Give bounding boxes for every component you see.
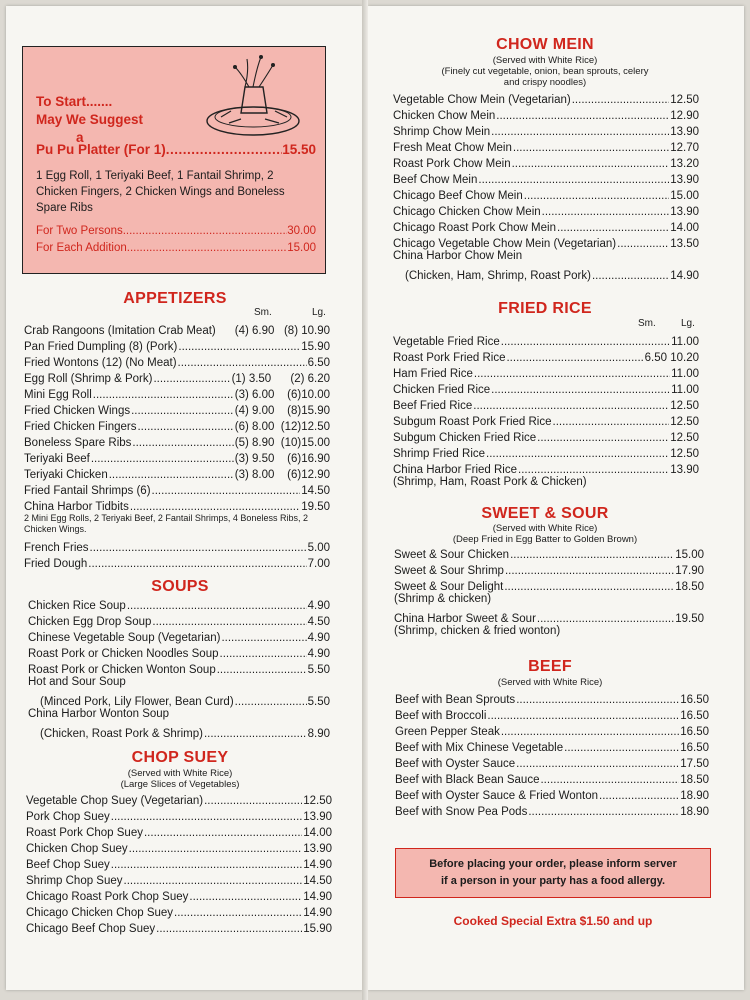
appetizers-sm-label: Sm. <box>254 307 272 318</box>
menu-item-detail: (Shrimp & chicken) <box>394 593 492 605</box>
menu-item-row <box>24 321 330 337</box>
menu-item-name: Mini Egg Roll <box>24 389 92 401</box>
leader-dots <box>152 616 306 628</box>
menu-item-row <box>24 369 330 385</box>
leader-dots <box>505 565 674 577</box>
chop-suey-subtitle: (Served with White Rice) (Large Slices of Vegetables) <box>120 768 240 790</box>
leader-dots <box>111 859 302 871</box>
leader-dots <box>90 542 307 554</box>
menu-item-row <box>24 433 330 449</box>
leader-dots <box>152 485 301 497</box>
appetizers-list <box>24 321 330 570</box>
pupu-platter-box <box>22 46 326 274</box>
fried-rice-sm-label: Sm. <box>638 318 656 329</box>
menu-item-name: Chicago Vegetable Chow Mein (Vegetarian) <box>393 238 617 250</box>
allergy-line1: Before placing your order, please inform server <box>429 858 677 870</box>
menu-item-name: Beef Fried Rice <box>393 400 473 412</box>
menu-item-price: 13.90 <box>303 811 332 823</box>
leader-dots <box>572 94 669 106</box>
leader-dots <box>501 726 679 738</box>
menu-item-row <box>393 202 699 218</box>
fried-rice-lg-label: Lg. <box>681 318 695 329</box>
menu-item-name: Beef with Black Bean Sauce <box>395 774 540 786</box>
menu-item-name: Chicken Chop Suey <box>26 843 128 855</box>
menu-item-name: China Harbor Tidbits <box>24 501 129 513</box>
beef-heading: BEEF <box>528 658 572 675</box>
menu-item-price: 13.90 <box>670 126 699 138</box>
menu-item-price: 12.50 <box>303 795 332 807</box>
menu-item-price: 14.50 <box>301 485 330 497</box>
menu-item-detail: (Shrimp, chicken & fried wonton) <box>394 625 561 637</box>
menu-item-row <box>26 903 332 919</box>
menu-item-price: 12.50 <box>670 400 699 412</box>
menu-item-price: 15.00 <box>670 190 699 202</box>
soups-heading: SOUPS <box>151 578 209 595</box>
menu-item-row <box>24 538 330 554</box>
menu-item-row <box>394 561 704 577</box>
menu-item-name: Beef with Bean Sprouts <box>395 694 516 706</box>
menu-item-name: Subgum Roast Pork Fried Rice <box>393 416 552 428</box>
menu-item-row <box>393 170 699 186</box>
menu-item-name: Fried Chicken Fingers <box>24 421 137 433</box>
sweet-sour-heading: SWEET & SOUR <box>481 505 609 522</box>
menu-item-row <box>393 122 699 138</box>
menu-item-row <box>395 738 709 754</box>
menu-item-row <box>28 644 330 660</box>
fried-rice-list <box>393 332 699 492</box>
menu-item-price: 18.50 <box>680 774 709 786</box>
menu-item-row <box>26 791 332 807</box>
menu-item-name: Chicago Beef Chow Mein <box>393 190 523 202</box>
menu-item-row <box>26 839 332 855</box>
menu-item-name: Beef with Oyster Sauce <box>395 758 516 770</box>
leader-dots <box>504 581 674 593</box>
leader-dots <box>516 694 679 706</box>
leader-dots <box>537 613 674 625</box>
menu-item-row <box>24 337 330 353</box>
menu-item-detail: (Shrimp, Ham, Roast Pork & Chicken) <box>393 476 587 488</box>
menu-item-name: Roast Pork Chop Suey <box>26 827 143 839</box>
sweet-sour-subtitle: (Served with White Rice) (Deep Fried in Egg Batter to Golden Brown) <box>452 523 638 545</box>
leader-dots <box>132 437 233 449</box>
menu-item-price: 11.00 <box>671 336 699 348</box>
menu-item-price: (3) 8.00 (6)12.90 <box>234 469 330 481</box>
menu-item-row <box>395 706 709 722</box>
menu-item-price: (5) 8.90 (10)15.00 <box>234 437 330 449</box>
leader-dots <box>491 126 669 138</box>
menu-item-name: Beef Chop Suey <box>26 859 110 871</box>
leader-dots <box>88 558 306 570</box>
menu-item-row <box>395 690 709 706</box>
leader-dots <box>486 448 669 460</box>
menu-item-row <box>393 138 699 154</box>
leader-dots <box>617 238 669 250</box>
menu-item-row <box>395 802 709 818</box>
menu-item-name: Beef with Mix Chinese Vegetable <box>395 742 564 754</box>
menu-item-name: Vegetable Chow Mein (Vegetarian) <box>393 94 571 106</box>
menu-item-price: 12.50 <box>670 448 699 460</box>
menu-item-row <box>26 887 332 903</box>
menu-item-row <box>393 460 699 476</box>
menu-item-row <box>393 428 699 444</box>
menu-item-name: Chinese Vegetable Soup (Vegetarian) <box>28 632 221 644</box>
menu-item-price: 13.90 <box>670 206 699 218</box>
pupu-extra-list <box>36 225 316 259</box>
menu-item-price: 12.50 <box>670 94 699 106</box>
menu-item-name: Shrimp Fried Rice <box>393 448 486 460</box>
menu-item-row <box>393 90 699 106</box>
leader-dots <box>130 501 300 513</box>
menu-item-name: Pan Fried Dumpling (8) (Pork) <box>24 341 178 353</box>
beef-list <box>395 690 709 818</box>
menu-item-name: Roast Pork Chow Mein <box>393 158 511 170</box>
leader-dots <box>131 405 234 417</box>
menu-item-name: Beef with Snow Pea Pods <box>395 806 528 818</box>
menu-item-name: (Minced Pork, Lily Flower, Bean Curd) <box>40 696 234 708</box>
menu-item-name: Crab Rangoons (Imitation Crab Meat) <box>24 325 216 337</box>
chop-suey-list <box>26 791 332 935</box>
menu-item-price: 13.90 <box>670 174 699 186</box>
leader-dots <box>553 416 670 428</box>
menu-item-row <box>395 754 709 770</box>
leader-dots <box>93 389 234 401</box>
menu-item-row <box>393 396 699 412</box>
menu-item-price: 4.90 <box>307 632 330 644</box>
leader-dots <box>473 400 669 412</box>
menu-item-price: (4) 9.00 (8)15.90 <box>234 405 330 417</box>
pupu-platter-name: Pu Pu Platter (For 1) <box>36 142 166 157</box>
leader-dots <box>496 110 669 122</box>
menu-item-row <box>395 786 709 802</box>
menu-item-name: Fried Wontons (12) (No Meat) <box>24 357 177 369</box>
leader-dots <box>217 664 307 676</box>
pupu-platter-price: 15.50 <box>282 142 316 157</box>
menu-item-name: Subgum Chicken Fried Rice <box>393 432 537 444</box>
menu-item-name: Shrimp Chop Suey <box>26 875 123 887</box>
start-line3: a <box>76 130 84 145</box>
leader-dots <box>189 891 302 903</box>
leader-dots <box>592 270 669 282</box>
leader-dots <box>537 432 669 444</box>
menu-item-name: Chicken Chow Mein <box>393 110 496 122</box>
menu-item-name: Roast Pork Fried Rice <box>393 352 506 364</box>
menu-item-price: 13.90 <box>670 464 699 476</box>
menu-item-price: 14.00 <box>303 827 332 839</box>
menu-item-row <box>24 449 330 465</box>
leader-dots <box>516 758 679 770</box>
menu-item-name: Sweet & Sour Delight <box>394 581 504 593</box>
menu-item-name: China Harbor Sweet & Sour <box>394 613 536 625</box>
menu-item-name: Chicago Roast Pork Chow Mein <box>393 222 556 234</box>
menu-item-name: Fried Fantail Shrimps (6) <box>24 485 151 497</box>
menu-item-detail: China Harbor Wonton Soup <box>28 708 170 720</box>
menu-item-name: Teriyaki Beef <box>24 453 90 465</box>
menu-item-row <box>28 660 330 676</box>
leader-dots <box>124 875 303 887</box>
menu-item-price: (4) 6.90 (8) 10.90 <box>234 325 330 337</box>
menu-item-name: Shrimp Chow Mein <box>393 126 491 138</box>
start-line2: May We Suggest <box>36 112 144 127</box>
menu-item-name: China Harbor Fried Rice <box>393 464 517 476</box>
menu-item-row <box>393 380 699 396</box>
menu-item-name: (Chicken, Roast Pork & Shrimp) <box>40 728 203 740</box>
menu-item-price: 5.50 <box>307 664 330 676</box>
menu-item-price: 5.50 <box>307 696 330 708</box>
menu-item-row <box>393 332 699 348</box>
menu-item-detail: China Harbor Chow Mein <box>393 250 523 262</box>
menu-item-name: Chicago Roast Pork Chop Suey <box>26 891 189 903</box>
leader-dots <box>528 806 679 818</box>
sweet-sour-list <box>394 545 704 641</box>
leader-dots <box>518 464 669 476</box>
menu-item-name: Egg Roll (Shrimp & Pork) <box>24 373 153 385</box>
menu-item-price: 14.90 <box>303 891 332 903</box>
menu-item-row <box>393 218 699 234</box>
menu-item-price: 16.50 <box>680 694 709 706</box>
menu-item-price: 7.00 <box>307 558 330 570</box>
leader-dots <box>220 648 307 660</box>
menu-item-name: Fried Chicken Wings <box>24 405 131 417</box>
menu-item-name: Pork Chop Suey <box>26 811 110 823</box>
menu-item-price: 12.50 <box>670 432 699 444</box>
menu-item-row <box>24 385 330 401</box>
menu-item-row <box>26 871 332 887</box>
menu-item-price: 15.90 <box>303 923 332 935</box>
menu-item-price: (1) 3.50 (2) 6.20 <box>231 373 330 385</box>
menu-item-row <box>24 353 330 369</box>
menu-item-price: 4.90 <box>307 648 330 660</box>
menu-item-row <box>393 348 699 364</box>
soups-list <box>28 596 330 740</box>
leader-dots <box>512 158 670 170</box>
menu-item-price: 13.20 <box>670 158 699 170</box>
leader-dots <box>599 790 679 802</box>
menu-item-price: 5.00 <box>307 542 330 554</box>
menu-item-price: 14.90 <box>303 859 332 871</box>
menu-item-price: 12.70 <box>670 142 699 154</box>
menu-item-row <box>28 612 330 628</box>
menu-item-price: 11.00 <box>671 384 699 396</box>
menu-item-row <box>28 692 330 708</box>
menu-item-row <box>28 628 330 644</box>
menu-item-price: 6.50 <box>307 357 330 369</box>
menu-item-price: 14.50 <box>303 875 332 887</box>
menu-fold <box>362 0 368 1000</box>
menu-item-price: 16.50 <box>680 726 709 738</box>
menu-item-row <box>393 266 699 282</box>
leader-dots <box>178 341 300 353</box>
menu-item-price: 15.90 <box>301 341 330 353</box>
pupu-platter-description: 1 Egg Roll, 1 Teriyaki Beef, 1 Fantail Shrimp, 2 Chicken Fingers, 2 Chicken Wings and Boneless Spare Ribs <box>36 170 285 214</box>
menu-item-row <box>26 919 332 935</box>
menu-item-price: 16.50 <box>680 710 709 722</box>
leader-dots <box>235 696 307 708</box>
menu-item-row <box>394 577 704 593</box>
menu-item-price: 12.90 <box>670 110 699 122</box>
menu-item-name: Vegetable Chop Suey (Vegetarian) <box>26 795 204 807</box>
leader-dots <box>564 742 679 754</box>
menu-item-row <box>393 444 699 460</box>
chop-suey-heading: CHOP SUEY <box>131 749 229 766</box>
menu-item-name: Chicago Chicken Chop Suey <box>26 907 174 919</box>
menu-item-name: Roast Pork or Chicken Wonton Soup <box>28 664 216 676</box>
menu-item-detail: 2 Mini Egg Rolls, 2 Teriyaki Beef, 2 Fantail Shrimps, 4 Boneless Ribs, 2 Chicken Wings. <box>24 513 308 534</box>
menu-item-detail: Hot and Sour Soup <box>28 676 126 688</box>
beef-subtitle: (Served with White Rice) <box>497 677 603 688</box>
leader-dots <box>153 373 230 385</box>
menu-item-price: 18.90 <box>680 790 709 802</box>
menu-item-price: 14.00 <box>670 222 699 234</box>
menu-item-row <box>28 724 330 740</box>
menu-item-row <box>26 855 332 871</box>
leader-dots <box>91 453 234 465</box>
menu-item-price: 19.50 <box>301 501 330 513</box>
menu-item-price: 13.90 <box>303 843 332 855</box>
menu-item-row <box>28 596 330 612</box>
menu-item-price: (3) 6.00 (6)10.00 <box>234 389 330 401</box>
menu-item-price: 14.90 <box>670 270 699 282</box>
menu-item-name: Green Pepper Steak <box>395 726 500 738</box>
allergy-line2: if a person in your party has a food allergy. <box>440 875 666 887</box>
menu-item-price: 18.90 <box>680 806 709 818</box>
appetizers-lg-label: Lg. <box>312 307 326 318</box>
menu-item-price: 6.50 10.20 <box>644 352 699 364</box>
chow-mein-list <box>393 90 699 282</box>
menu-item-price: 18.50 <box>675 581 704 593</box>
menu-item-name: Beef Chow Mein <box>393 174 478 186</box>
appetizers-heading: APPETIZERS <box>123 290 227 307</box>
menu-item-price: (3) 9.50 (6)16.90 <box>234 453 330 465</box>
menu-item-row <box>26 823 332 839</box>
menu-item-row <box>24 481 330 497</box>
menu-item-price: 4.90 <box>307 600 330 612</box>
menu-item-price: 17.90 <box>675 565 704 577</box>
leader-dots <box>129 843 303 855</box>
leader-dots <box>506 352 643 364</box>
cooked-special-note: Cooked Special Extra $1.50 and up <box>453 914 653 928</box>
leader-dots <box>111 811 302 823</box>
menu-item-row <box>24 401 330 417</box>
pupu-extra-row: For Two Persons ..... 30.00 <box>36 225 316 242</box>
leader-dots <box>501 336 670 348</box>
leader-dots <box>491 384 670 396</box>
menu-item-price: 17.50 <box>680 758 709 770</box>
menu-item-name: Chicago Beef Chop Suey <box>26 923 156 935</box>
leader-dots <box>204 728 307 740</box>
menu-item-row <box>394 609 704 625</box>
leader-dots <box>557 222 669 234</box>
leader-dots <box>144 827 302 839</box>
menu-item-row <box>395 722 709 738</box>
menu-item-row <box>393 412 699 428</box>
menu-item-row <box>26 807 332 823</box>
menu-item-price: 16.50 <box>680 742 709 754</box>
leader-dots <box>513 142 669 154</box>
leader-dots <box>540 774 679 786</box>
leader-dots <box>109 469 234 481</box>
leader-dots <box>156 923 302 935</box>
menu-item-name: Sweet & Sour Shrimp <box>394 565 504 577</box>
menu-item-row <box>24 554 330 570</box>
menu-item-row <box>24 417 330 433</box>
menu-item-name: Boneless Spare Ribs <box>24 437 132 449</box>
menu-item-name: Roast Pork or Chicken Noodles Soup <box>28 648 219 660</box>
leader-dots <box>204 795 302 807</box>
leader-dots <box>137 421 233 433</box>
menu-item-price: 8.90 <box>307 728 330 740</box>
menu-item-price: 15.00 <box>675 549 704 561</box>
start-line1: To Start....... <box>36 94 113 109</box>
menu-item-name: Beef with Broccoli <box>395 710 487 722</box>
menu-item-name: Sweet & Sour Chicken <box>394 549 510 561</box>
leader-dots <box>542 206 670 218</box>
leader-dots <box>510 549 674 561</box>
menu-item-price: 11.00 <box>671 368 699 380</box>
leader-dots <box>474 368 670 380</box>
menu-item-name: Teriyaki Chicken <box>24 469 108 481</box>
fried-rice-heading: FRIED RICE <box>498 300 592 317</box>
menu-item-row <box>24 497 330 513</box>
menu-item-name: (Chicken, Ham, Shrimp, Roast Pork) <box>405 270 591 282</box>
menu-item-name: Chicken Egg Drop Soup <box>28 616 152 628</box>
menu-item-row <box>395 770 709 786</box>
menu-item-row <box>24 465 330 481</box>
menu-item-name: Ham Fried Rice <box>393 368 473 380</box>
leader-dots <box>127 600 307 612</box>
menu-item-price: 14.90 <box>303 907 332 919</box>
allergy-notice <box>395 848 711 898</box>
start-heading <box>36 93 143 147</box>
menu-item-name: French Fries <box>24 542 89 554</box>
menu-item-price: 19.50 <box>675 613 704 625</box>
menu-item-row <box>393 234 699 250</box>
leader-dots <box>178 357 307 369</box>
leader-dots <box>524 190 669 202</box>
pupu-platter-illustration <box>201 53 311 141</box>
menu-item-name: Chicago Chicken Chow Mein <box>393 206 541 218</box>
menu-item-price: 4.50 <box>307 616 330 628</box>
chow-mein-heading: CHOW MEIN <box>496 36 594 53</box>
menu-item-name: Chicken Rice Soup <box>28 600 126 612</box>
leader-dots <box>478 174 669 186</box>
leader-dots <box>174 907 302 919</box>
menu-item-row <box>394 545 704 561</box>
leader-dots <box>221 632 306 644</box>
leader-dots <box>487 710 679 722</box>
menu-item-row <box>393 186 699 202</box>
menu-item-row <box>393 364 699 380</box>
menu-item-name: Vegetable Fried Rice <box>393 336 500 348</box>
menu-item-price: 13.50 <box>670 238 699 250</box>
menu-item-row <box>393 154 699 170</box>
menu-item-name: Chicken Fried Rice <box>393 384 491 396</box>
menu-item-name: Beef with Oyster Sauce & Fried Wonton <box>395 790 599 802</box>
pupu-platter-row <box>36 142 316 157</box>
menu-item-name: Fresh Meat Chow Mein <box>393 142 512 154</box>
menu-item-price: 12.50 <box>670 416 699 428</box>
menu-item-row <box>393 106 699 122</box>
menu-item-name: Fried Dough <box>24 558 88 570</box>
chow-mein-subtitle: (Served with White Rice) (Finely cut vegetable, onion, bean sprouts, celery and crispy noodles) <box>441 55 649 88</box>
pupu-extra-row: For Each Addition ..... 15.00 <box>36 242 316 259</box>
menu-item-price: (6) 8.00 (12)12.50 <box>234 421 330 433</box>
